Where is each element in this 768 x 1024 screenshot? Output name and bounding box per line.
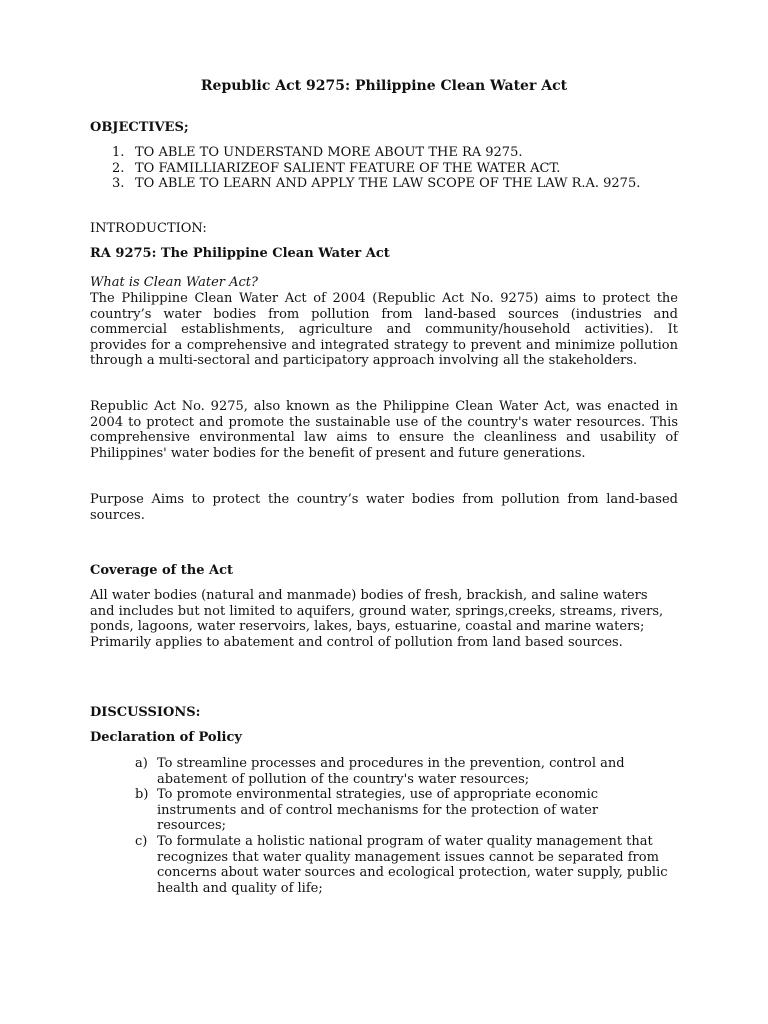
what-is-subheading: What is Clean Water Act? bbox=[90, 275, 258, 290]
list-item: b) To promote environmental strategies, use of appropriate economic instruments and of control mechanisms for the protection of water resources; bbox=[135, 787, 599, 834]
list-item: 3. TO ABLE TO LEARN AND APPLY THE LAW SCOPE OF THE LAW R.A. 9275. bbox=[112, 176, 641, 192]
list-item: 1. TO ABLE TO UNDERSTAND MORE ABOUT THE RA 9275. bbox=[112, 145, 523, 160]
discussions-heading: DISCUSSIONS: bbox=[90, 705, 201, 720]
objectives-heading: OBJECTIVES; bbox=[90, 120, 189, 135]
list-item: a) To streamline processes and procedures in the prevention, control and abatement of pollution of the country's water resources; bbox=[135, 756, 625, 787]
coverage-paragraph: All water bodies (natural and manmade) bodies of fresh, brackish, and saline waters and includes but not limited to aquifers, ground water, springs,creeks, streams, rivers, ponds, lagoons, water reservoirs, lakes, bays, estuarine, coastal and marine waters; Primarily applies to abatement and control of pollution from land based sources. bbox=[90, 588, 664, 650]
intro-paragraph-1: The Philippine Clean Water Act of 2004 (Republic Act No. 9275) aims to protect the country’s water bodies from pollution from land-based sources (industries and commercial establishments, agriculture and community/household activities). It provides for a comprehensive and integrated strategy to prevent and minimize pollution through a multi-sectoral and participatory approach involving all the stakeholders. bbox=[90, 291, 678, 369]
introduction-heading: INTRODUCTION: bbox=[90, 221, 207, 236]
ra-heading: RA 9275: The Philippine Clean Water Act bbox=[90, 246, 390, 261]
list-item: c) To formulate a holistic national program of water quality management that recognizes that water quality management issues cannot be separated from concerns about water sources and ecological protection, water supply, public health and quality of life; bbox=[135, 833, 668, 896]
document-title: Republic Act 9275: Philippine Clean Water Act bbox=[200, 78, 568, 94]
list-item: 2. TO FAMILLIARIZEOF SALIENT FEATURE OF THE WATER ACT. bbox=[112, 160, 561, 176]
policy-heading: Declaration of Policy bbox=[90, 730, 242, 745]
intro-paragraph-2: Republic Act No. 9275, also known as the Philippine Clean Water Act, was enacted in 2004 to protect and promote the sustainable use of the country's water resources. This comprehensive environmental law aims to ensure the cleanliness and usability of Philippines' water bodies for the benefit of present and future generations. bbox=[90, 399, 678, 461]
coverage-heading: Coverage of the Act bbox=[90, 563, 234, 578]
objectives-list bbox=[90, 145, 678, 192]
purpose-paragraph: Purpose Aims to protect the country’s water bodies from pollution from land-based sources. bbox=[90, 492, 678, 523]
policy-list bbox=[90, 756, 678, 896]
